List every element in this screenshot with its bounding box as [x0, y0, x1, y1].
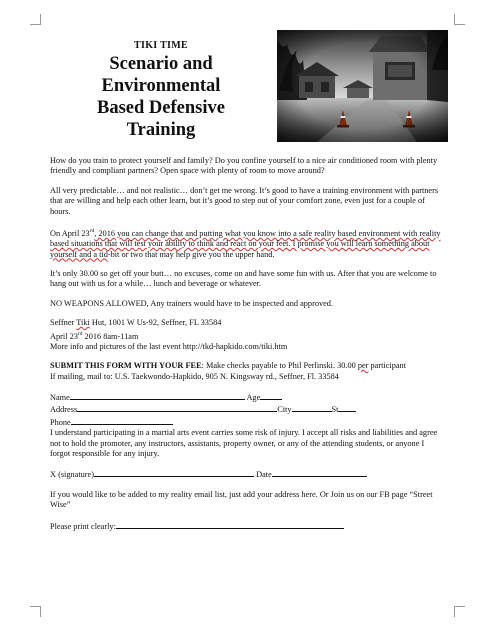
- phone-row: [50, 416, 445, 428]
- date-label: Date: [256, 470, 272, 480]
- signature-field[interactable]: [94, 468, 254, 477]
- margin-mark-top-right: [454, 14, 465, 25]
- age-field[interactable]: [260, 391, 282, 400]
- more-info-line: More info and pictures of the last event http://tkd-hapkido.com/tiki.htm: [50, 341, 288, 351]
- print-label: Please print clearly:: [50, 521, 116, 531]
- april-text-a: On April 23: [50, 228, 90, 238]
- waiver-paragraph: I understand participating in a martial arts event carries some risk of injury. I accept all risks and liabilities and agree not to hold the promoter, any instructors, assistants, property owner, or any of the attending students, or anyone I forgot responsible for any injury.: [50, 428, 438, 459]
- age-label: Age: [246, 393, 261, 403]
- submit-instructions: SUBMIT THIS FORM WITH YOUR FEE: Make checks payable to Phil Perlinski. 30.00 per participant: [50, 361, 407, 371]
- address-row: [50, 403, 445, 415]
- mailing-address: If mailing, mail to: U.S. Taekwondo-Hapkido, 905 N. Kingsway rd., Seffner, Fl. 33584: [50, 371, 339, 381]
- flyer-body: [50, 156, 445, 532]
- margin-mark-bottom-right: [454, 606, 465, 617]
- phone-label: Phone: [50, 417, 71, 427]
- kicker-text: TIKI TIME: [134, 40, 188, 51]
- tiki-hut-photo: [277, 30, 448, 142]
- submit-heading: SUBMIT THIS FORM WITH YOUR FEE: [50, 361, 202, 371]
- title-line-1: Scenario and: [109, 54, 213, 74]
- city-label: City: [277, 405, 292, 415]
- april-text-b: , 2016 you can change that and putting what you know into a safe reality based environment with reality based situations that will test your ability to think and react on your feet. I promise you will learn something about yourself and a: [50, 228, 441, 259]
- title-line-2: Environmental: [101, 76, 221, 96]
- event-location: Seffner Tiki Hut, 1001 W Us-92, Seffner, FL 33584: [50, 318, 222, 328]
- address-label: Address: [50, 405, 78, 415]
- weapons-paragraph: NO WEAPONS ALLOWED, Any trainers would have to be inspected and approved.: [50, 298, 334, 308]
- email-list-paragraph: If you would like to be added to my reality email list, just add your address here. Or Join us on our FB page “Street Wise”: [50, 489, 433, 510]
- april-tid: tid: [99, 249, 108, 259]
- address-field[interactable]: [77, 403, 277, 412]
- name-age-row: [50, 391, 445, 403]
- flyer-header: [56, 40, 266, 141]
- april-text-c: -bit or two that may help give you the upper hand.: [107, 249, 275, 259]
- phone-field[interactable]: [71, 416, 173, 425]
- st-label: St: [331, 405, 339, 415]
- signature-row: [50, 468, 445, 480]
- print-row: [50, 520, 445, 532]
- email-field[interactable]: [116, 520, 344, 529]
- cost-paragraph: It’s only 30.00 so get off your butt… no excuses, come on and have some fun with us. After that you are welcome to hang out with us for a while… lunch and beverage or whatever.: [50, 269, 437, 289]
- predictable-paragraph: All very predictable… and not realistic… don’t get me wrong. It’s good to have a training environment with partners that are willing and help each other learn, but it’s good to step out of your comfort zone, even just for a couple of hours.: [50, 185, 439, 216]
- name-field[interactable]: [70, 391, 245, 400]
- intro-paragraph: How do you train to protect yourself and family? Do you confine yourself to a nice air conditioned room with plenty friendly and compliant partners? Open space with plenty of room to move around?: [50, 156, 438, 176]
- margin-mark-top-left: [30, 14, 41, 25]
- margin-mark-bottom-left: [30, 606, 41, 617]
- april-sup: rd: [89, 228, 95, 235]
- city-field[interactable]: [292, 403, 332, 412]
- event-date-paragraph: [50, 226, 445, 260]
- event-date: April 23rd 2016 8am-11am: [50, 330, 139, 341]
- signature-label: X (signature): [50, 470, 95, 480]
- tiki-word: Tiki: [76, 318, 90, 328]
- name-label: Name: [50, 393, 70, 403]
- date-field[interactable]: [272, 468, 367, 477]
- state-field[interactable]: [338, 403, 356, 412]
- title-line-4: Training: [126, 120, 196, 140]
- title-line-3: Based Defensive: [97, 98, 225, 118]
